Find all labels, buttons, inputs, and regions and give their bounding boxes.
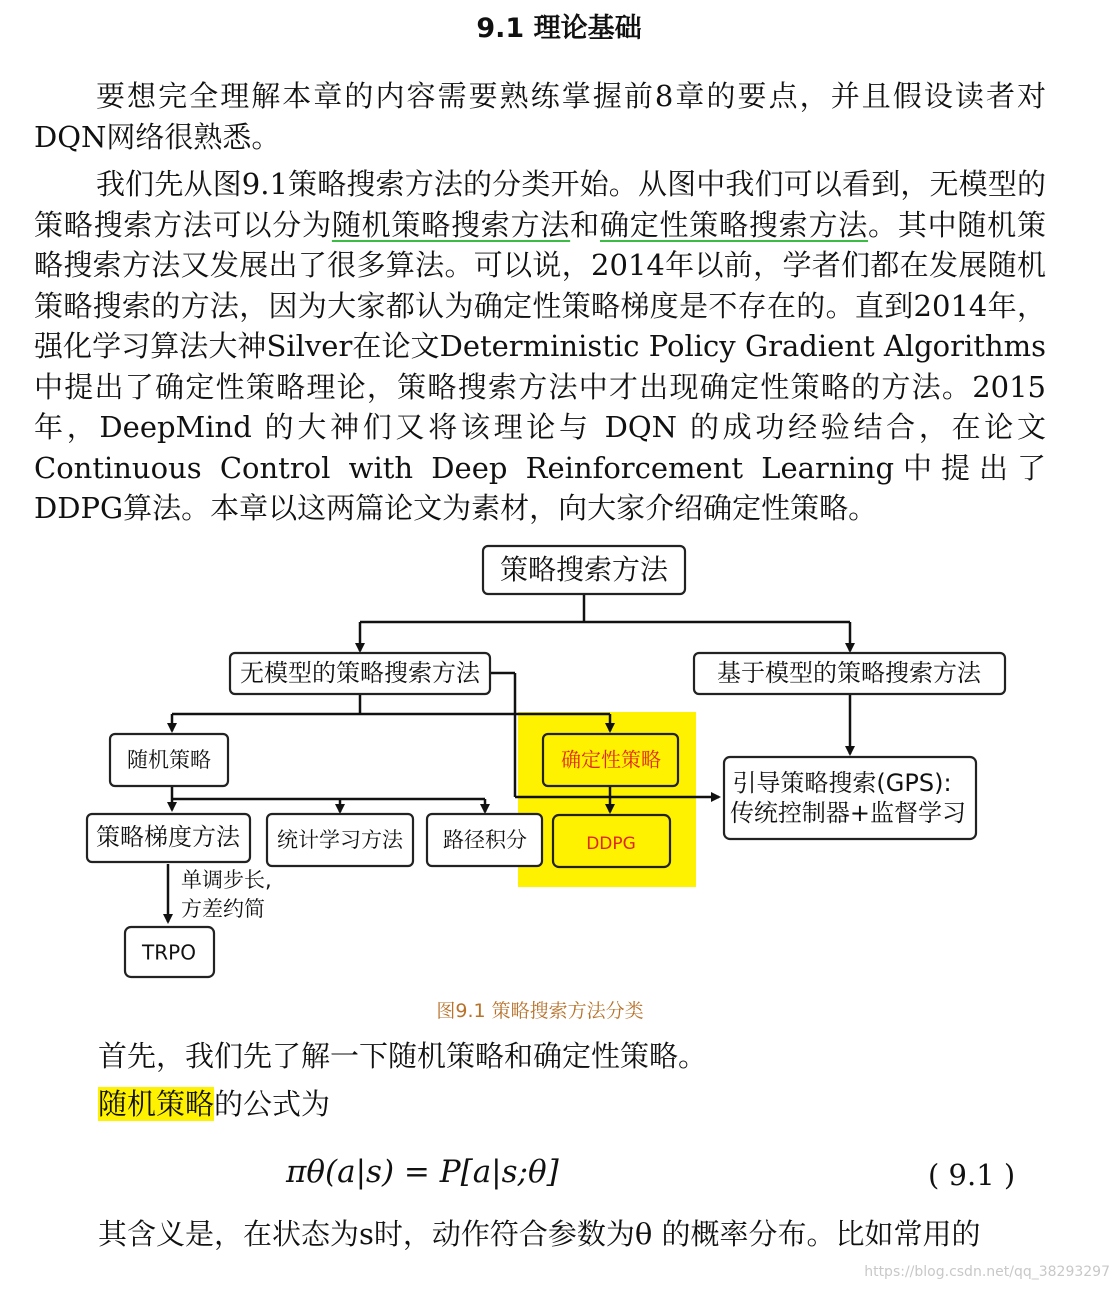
formula: πθ(a|s) = P[a|s;θ]	[286, 1154, 559, 1190]
node-gps-line1: 引导策略搜索(GPS):	[732, 769, 952, 797]
paragraph-overview	[34, 164, 1046, 529]
formula-explanation: 其含义是，在状态为s时，动作符合参数为θ 的概率分布。比如常用的	[98, 1217, 981, 1251]
underlined-term: 确定性策略搜索方法	[599, 207, 869, 242]
section-title: 9.1 理论基础	[476, 13, 642, 44]
paragraph-intro: 要想完全理解本章的内容需要熟练掌握前8章的要点，并且假设读者对DQN网络很熟悉。	[34, 79, 1046, 154]
node-model-based: 基于模型的策略搜索方法	[717, 659, 981, 687]
edge-note-line1: 单调步长,	[181, 868, 272, 892]
node-root: 策略搜索方法	[499, 553, 669, 586]
node-deterministic: 确定性策略	[561, 747, 661, 772]
intro-sentence: 首先，我们先了解一下随机策略和确定性策略。	[98, 1039, 708, 1073]
node-trpo: TRPO	[142, 940, 196, 965]
figure-caption: 图9.1 策略搜索方法分类	[436, 1000, 644, 1022]
highlighted-term: 随机策略	[98, 1087, 215, 1121]
node-model-free: 无模型的策略搜索方法	[240, 659, 480, 687]
policy-search-diagram	[0, 540, 1118, 990]
node-stochastic: 随机策略	[127, 748, 211, 772]
formula-number: ( 9.1 )	[928, 1158, 1016, 1192]
edge-note-line2: 方差约简	[181, 897, 265, 921]
formula-intro	[98, 1082, 330, 1123]
formula-intro-text: 的公式为	[214, 1087, 331, 1121]
paragraph-text: 我们先从图9.1策略搜索方法的分类开始。从图中我们可以看到，无模型的策略搜索方法可以分为	[34, 167, 1046, 242]
node-gps-line2: 传统控制器+监督学习	[729, 799, 967, 827]
node-ddpg: DDPG	[586, 834, 636, 854]
paragraph-text: 和	[570, 207, 600, 242]
underlined-term: 随机策略搜索方法	[331, 207, 571, 242]
node-pg: 策略梯度方法	[96, 823, 240, 851]
node-stat: 统计学习方法	[277, 828, 403, 852]
node-path: 路径积分	[443, 828, 527, 852]
watermark: https://blog.csdn.net/qq_38293297	[864, 1264, 1110, 1280]
paragraph-text: 。其中随机策略搜索方法又发展出了很多算法。可以说，2014年以前，学者们都在发展随机策略搜索的方法，因为大家都认为确定性策略梯度是不存在的。直到2014年，强化学习算法大神Silver在论文Deterministic Policy Gradient Algorithms中提出了确定性策略理论，策略搜索方法中才出现确定性策略的方法。2015 年，DeepMind 的大神们又将该理论与 DQN 的成功经验结合，在论文Continuous Control with Deep Reinforcement Learning中提出了DDPG算法。本章以这两篇论文为素材，向大家介绍确定性策略。	[34, 207, 1046, 525]
